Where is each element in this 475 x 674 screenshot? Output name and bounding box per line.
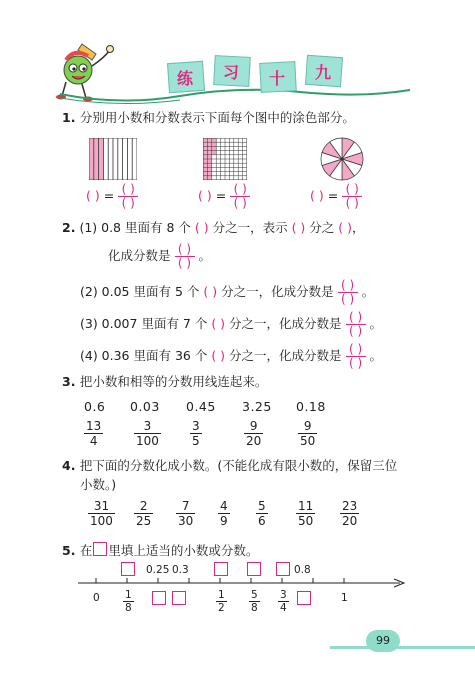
number-line-answer-box[interactable] (276, 562, 290, 576)
answer-blank[interactable]: ( ) (86, 188, 100, 203)
q3-decimal[interactable]: 0.03 (130, 399, 160, 414)
number-line-label: 0.3 (172, 564, 189, 576)
answer-blank[interactable]: ( ) (338, 220, 353, 235)
answer-fraction-blank[interactable]: ( ) ( ) (342, 184, 362, 209)
answer-fraction-blank[interactable]: ( ) ( ) (346, 312, 366, 337)
q4-fraction: 31 100 (90, 499, 113, 528)
q3-fraction[interactable]: 3 5 (192, 419, 200, 448)
answer-fraction-blank[interactable]: ( ) ( ) (230, 184, 250, 209)
answer-blank[interactable]: ( ) (211, 316, 226, 331)
number-line-label: 0.8 (294, 564, 311, 576)
answer-blank[interactable]: ( ) (203, 284, 218, 299)
answer-fraction-blank[interactable]: ( ) ( ) (175, 244, 195, 269)
q1-answer-1: ( ) = ( ) ( ) (86, 184, 138, 209)
number-line-fraction: 5 8 (251, 589, 258, 614)
q1-figure-strips (89, 138, 137, 180)
header (0, 0, 475, 110)
q1-figure-circle (320, 137, 364, 181)
q2-line-2: (2) 0.05 里面有 5 个 ( ) 分之一，化成分数是 ( ) ( ) 。 (80, 278, 375, 306)
title-char-3: 十 (269, 69, 286, 88)
page-footer-bar (330, 646, 475, 649)
number-line-fraction: 3 4 (280, 589, 287, 614)
q1-answer-2: ( ) = ( ) ( ) (198, 184, 250, 209)
number-line-answer-box[interactable] (297, 591, 311, 605)
number-line-fraction: 1 8 (125, 589, 132, 614)
number-line-label: 0 (93, 592, 100, 604)
answer-blank[interactable]: ( ) (198, 188, 212, 203)
number-line-answer-box[interactable] (214, 562, 228, 576)
number-line-label: 1 (341, 592, 348, 604)
q2-line-3: (3) 0.007 里面有 7 个 ( ) 分之一，化成分数是 ( ) ( ) 。 (80, 310, 383, 338)
q2-line-1b: 化成分数是 ( ) ( ) 。 (108, 242, 211, 270)
answer-blank[interactable]: ( ) (194, 220, 209, 235)
q4-prompt-2: 小数。) (80, 477, 117, 492)
q4-prompt: 4. 把下面的分数化成小数。(不能化成有限小数的，保留三位 (62, 458, 398, 473)
q5-prompt: 5. 在 里填上适当的小数或分数。 (62, 543, 259, 558)
q3-decimal[interactable]: 0.45 (186, 399, 216, 414)
number-line-answer-box[interactable] (152, 591, 166, 605)
page-number-badge (366, 630, 400, 652)
q3-fraction[interactable]: 9 20 (246, 419, 262, 448)
q4-fraction: 7 30 (178, 499, 194, 528)
number-line-label: 0.25 (146, 564, 170, 576)
answer-fraction-blank[interactable]: ( ) ( ) (338, 280, 358, 305)
number-line-answer-box[interactable] (172, 591, 186, 605)
title-char-4: 九 (315, 63, 332, 82)
answer-fraction-blank[interactable]: ( ) ( ) (346, 344, 366, 369)
q1-number: 1 (62, 110, 71, 125)
q1-figure-grid (203, 138, 247, 180)
q2-line-1: 2. (1) 0.8 里面有 8 个 ( ) 分之一，表示 ( ) 分之 ( )， (62, 220, 365, 235)
q4-fraction: 23 20 (342, 499, 358, 528)
number-line-answer-box[interactable] (121, 562, 135, 576)
number-line (78, 576, 408, 590)
q2-line-4: (4) 0.36 里面有 36 个 ( ) 分之一，化成分数是 ( ) ( ) 。 (80, 342, 383, 370)
q3-decimal[interactable]: 3.25 (242, 399, 272, 414)
q1-text: 分别用小数和分数表示下面每个图中的涂色部分。 (79, 110, 355, 125)
page-number: 99 (376, 634, 390, 647)
q3-fraction[interactable]: 13 4 (86, 419, 102, 448)
number-line-fraction: 1 2 (218, 589, 225, 614)
answer-fraction-blank[interactable]: ( ) ( ) (118, 184, 138, 209)
title-char-1: 练 (177, 69, 194, 88)
legend-square (93, 542, 107, 556)
q3-decimal[interactable]: 0.6 (84, 399, 106, 414)
q4-fraction: 4 9 (220, 499, 228, 528)
answer-blank[interactable]: ( ) (211, 348, 226, 363)
q3-prompt: 3. 把小数和相等的分数用线连起来。 (62, 374, 268, 389)
answer-blank[interactable]: ( ) (310, 188, 324, 203)
q1-answer-3: ( ) = ( ) ( ) (310, 184, 362, 209)
q3-fraction[interactable]: 3 100 (136, 419, 159, 448)
title-char-2: 习 (223, 63, 240, 82)
q4-fraction: 2 25 (136, 499, 152, 528)
q1-prompt: 1. 分别用小数和分数表示下面每个图中的涂色部分。 (62, 110, 355, 125)
answer-blank[interactable]: ( ) (291, 220, 306, 235)
number-line-answer-box[interactable] (247, 562, 261, 576)
q4-fraction: 5 6 (258, 499, 266, 528)
q4-fraction: 11 50 (298, 499, 314, 528)
q3-decimal[interactable]: 0.18 (296, 399, 326, 414)
q3-fraction[interactable]: 9 50 (300, 419, 316, 448)
